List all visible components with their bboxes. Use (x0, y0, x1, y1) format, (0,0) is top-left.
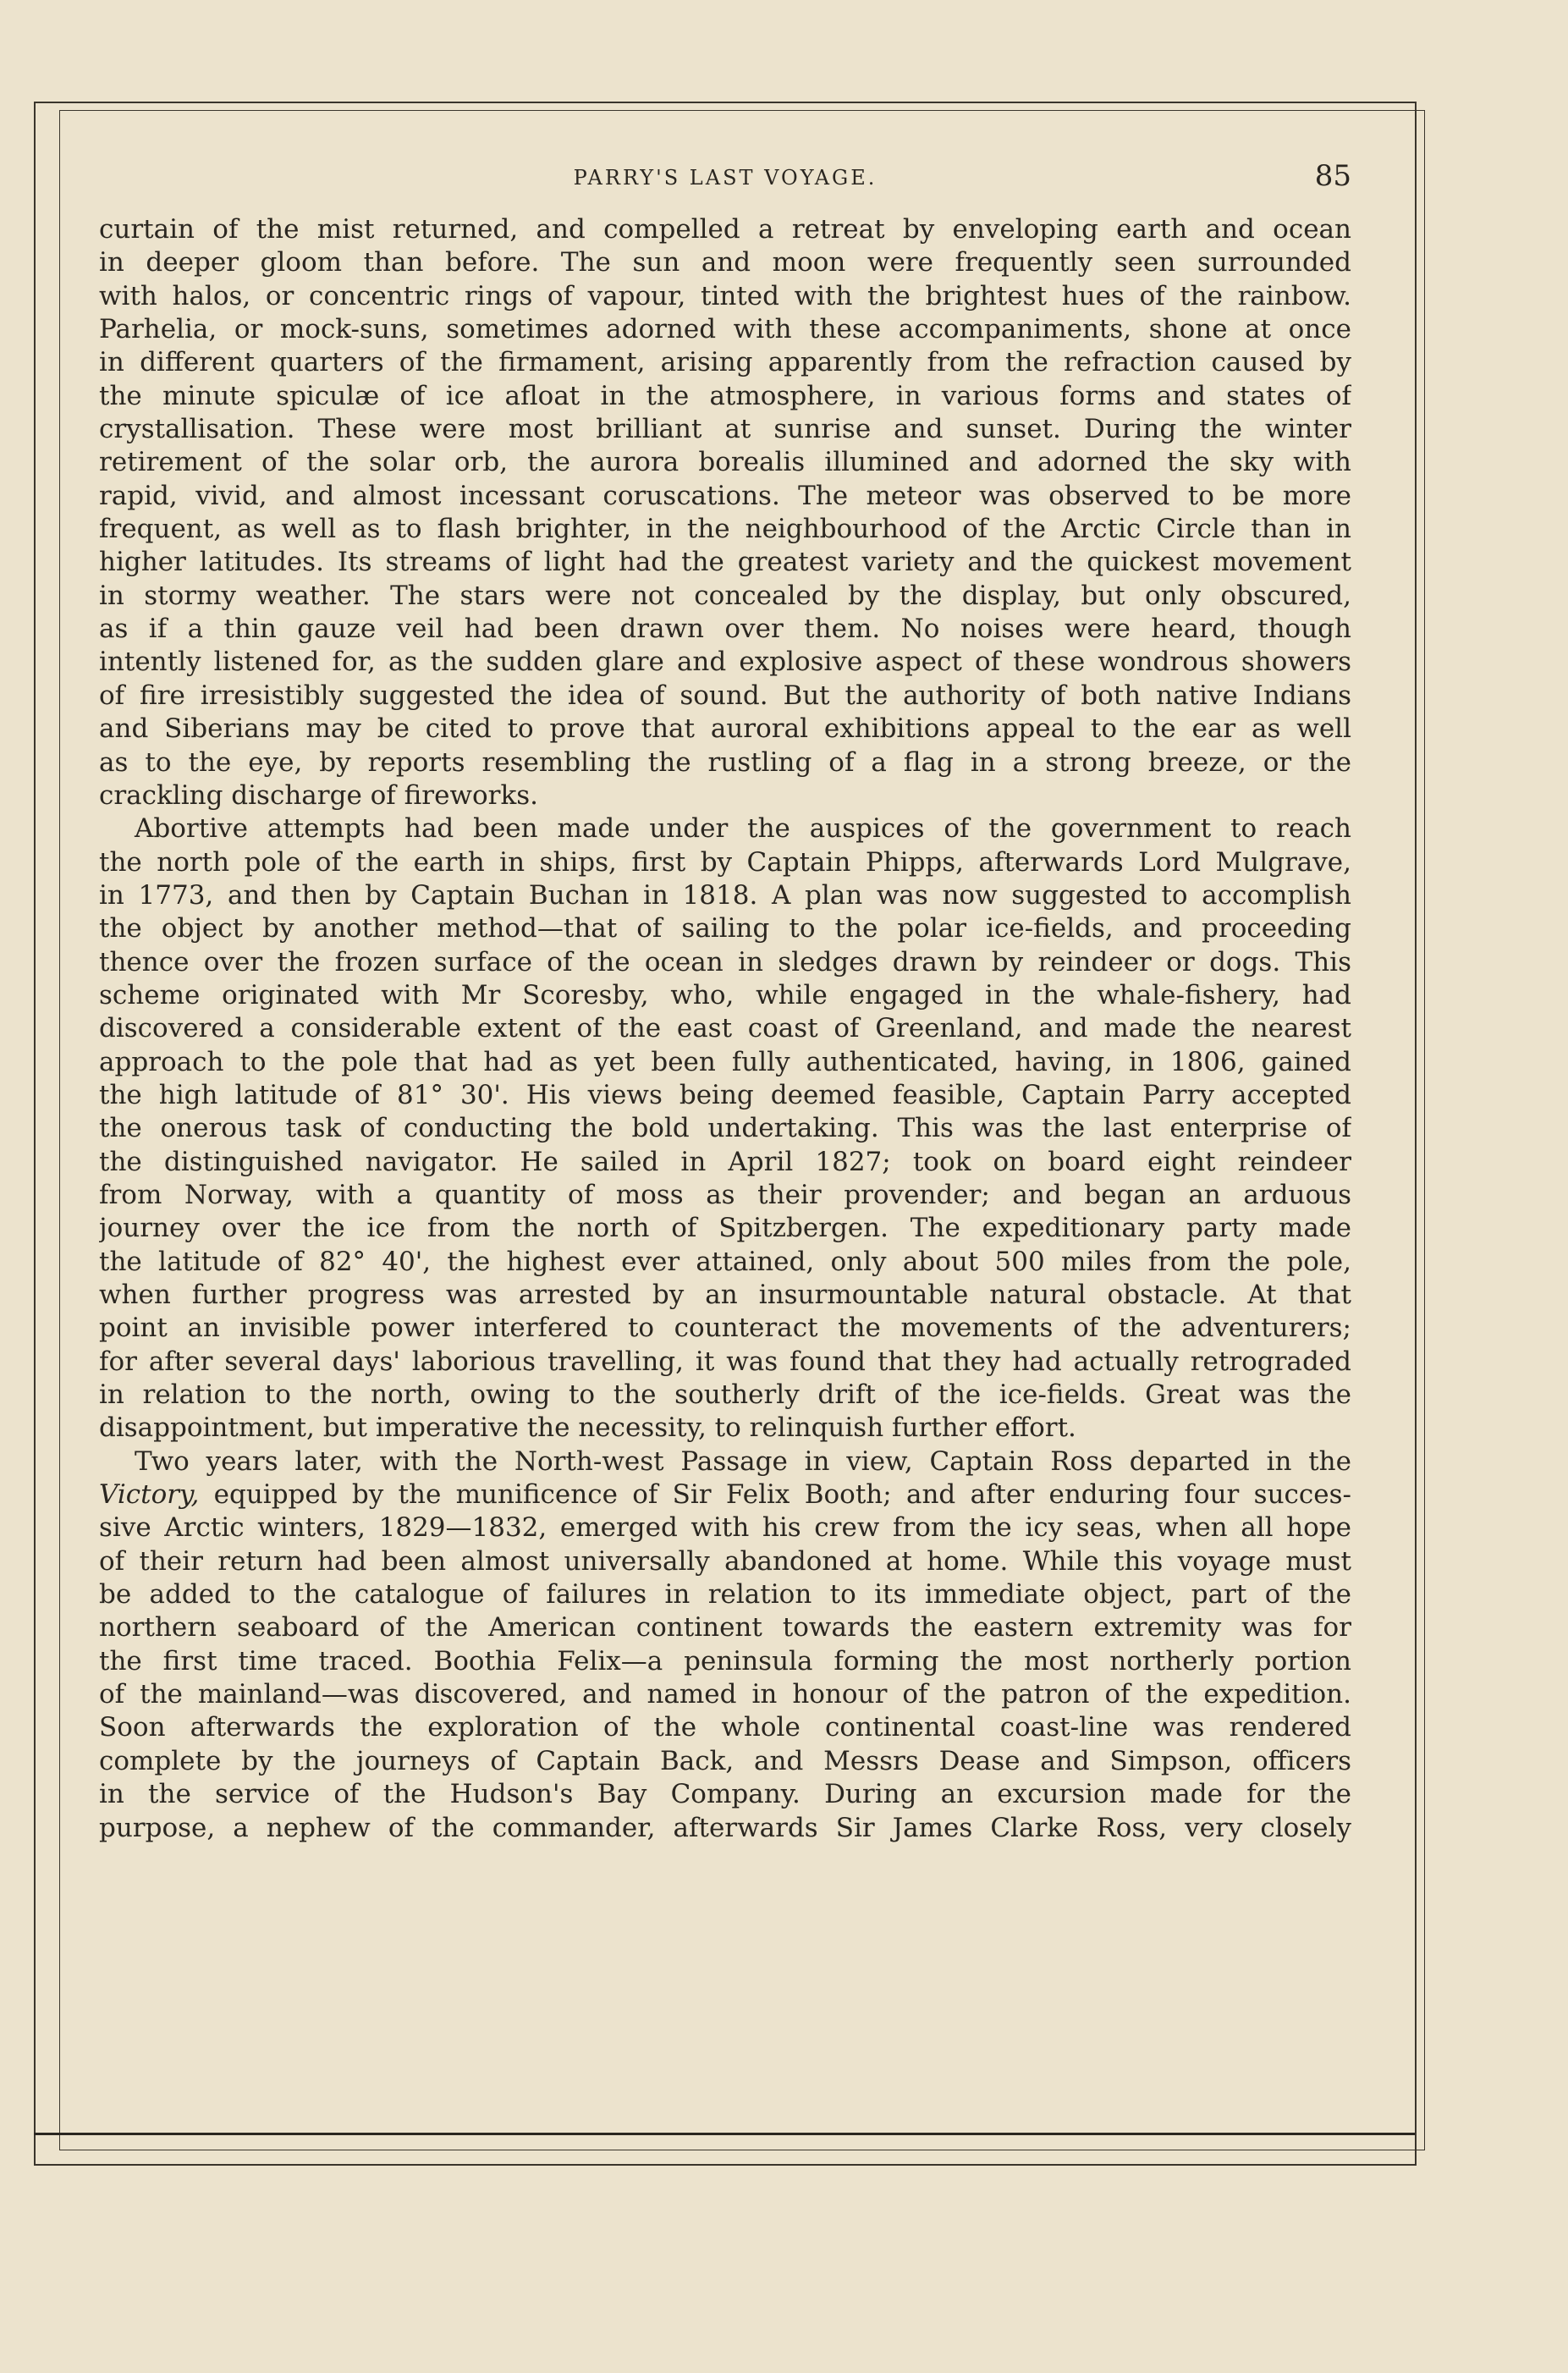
text-line: of their return had been almost universally abandoned at home. While this voyage must (99, 1545, 1351, 1577)
text-line: thence over the frozen surface of the ocean in sledges drawn by reindeer or dogs. This (99, 946, 1351, 977)
text-line: complete by the journeys of Captain Back, and Messrs Dease and Simpson, officers (99, 1745, 1351, 1776)
text-line: the north pole of the earth in ships, first by Captain Phipps, afterwards Lord Mulgrave, (99, 846, 1351, 878)
text-line-with-ship-name (99, 1478, 1351, 1511)
text-line: approach to the pole that had as yet been fully authenticated, having, in 1806, gained (99, 1046, 1351, 1077)
body-text (99, 213, 1351, 1845)
text-line: be added to the catalogue of failures in relation to its immediate object, part of the (99, 1579, 1351, 1610)
page-header (99, 159, 1351, 201)
text-line: in relation to the north, owing to the southerly drift of the ice-fields. Great was the (99, 1379, 1351, 1411)
page-number: 85 (1314, 159, 1351, 193)
text-line: purpose, a nephew of the commander, afterwards Sir James Clarke Ross, very closely (99, 1812, 1351, 1843)
text-line: scheme originated with Mr Scoresby, who, while engaged in the whale-fishery, had (99, 979, 1351, 1010)
text-line: rapid, vivid, and almost incessant coruscations. The meteor was observed to be more (99, 480, 1351, 511)
text-line: journey over the ice from the north of Spitzbergen. The expeditionary party made (99, 1213, 1351, 1244)
text-line: with halos, or concentric rings of vapour, tinted with the brightest hues of the rainbow. (99, 280, 1351, 311)
text-line: Soon afterwards the exploration of the whole continental coast-line was rendered (99, 1712, 1351, 1743)
text-line: crystallisation. These were most brilliant at sunrise and sunset. During the winter (99, 414, 1351, 445)
text-line: from Norway, with a quantity of moss as their provender; and began an arduous (99, 1179, 1351, 1210)
text-line: in different quarters of the firmament, arising apparently from the refraction caused by (99, 347, 1351, 378)
running-head: PARRY'S LAST VOYAGE. (573, 166, 878, 190)
text-line: as to the eye, by reports resembling the rustling of a flag in a strong breeze, or the (99, 746, 1351, 778)
text-line: of fire irresistibly suggested the idea of sound. But the authority of both native Indians (99, 680, 1351, 711)
text-line: for after several days' laborious travelling, it was found that they had actually retrograded (99, 1346, 1351, 1377)
text-line: as if a thin gauze veil had been drawn over them. No noises were heard, though (99, 614, 1351, 645)
text-line: when further progress was arrested by an insurmountable natural obstacle. At that (99, 1280, 1351, 1310)
text-line: of the mainland—was discovered, and named in honour of the patron of the expedition. (99, 1679, 1351, 1710)
text-line: the latitude of 82° 40', the highest ever attained, only about 500 miles from the pole, (99, 1246, 1351, 1277)
text-line: northern seaboard of the American continent towards the eastern extremity was for (99, 1612, 1351, 1643)
text-line: in deeper gloom than before. The sun and moon were frequently seen surrounded (99, 247, 1351, 278)
text-line: in 1773, and then by Captain Buchan in 1818. A plan was now suggested to accomplish (99, 879, 1351, 911)
paragraph-start: Two years later, with the North-west Passage in view, Captain Ross departed in the (135, 1445, 1351, 1477)
text-line: in stormy weather. The stars were not concealed by the display, but only obscured, (99, 580, 1351, 611)
text-line: Parhelia, or mock-suns, sometimes adorned with these accompaniments, shone at once (99, 314, 1351, 345)
text-line: the high latitude of 81° 30'. His views being deemed feasible, Captain Parry accepted (99, 1079, 1351, 1110)
text-line: the object by another method—that of sailing to the polar ice-fields, and proceeding (99, 913, 1351, 944)
text-line: intently listened for, as the sudden glare and explosive aspect of these wondrous showers (99, 647, 1351, 678)
text-line-rest: equipped by the munificence of Sir Felix Booth; and after enduring four succes- (213, 1479, 1351, 1511)
text-line: crackling discharge of fireworks. (99, 779, 539, 811)
bottom-rule (34, 2133, 1415, 2135)
text-line: frequent, as well as to flash brighter, in the neighbourhood of the Arctic Circle than in (99, 514, 1351, 545)
text-line: disappointment, but imperative the necessity, to relinquish further effort. (99, 1412, 1076, 1444)
text-line: discovered a considerable extent of the east coast of Greenland, and made the nearest (99, 1013, 1351, 1044)
text-line: the minute spiculæ of ice afloat in the atmosphere, in various forms and states of (99, 380, 1351, 411)
text-line: sive Arctic winters, 1829—1832, emerged with his crew from the icy seas, when all hope (99, 1512, 1351, 1544)
text-line: retirement of the solar orb, the aurora borealis illumined and adorned the sky with (99, 447, 1351, 478)
text-line: in the service of the Hudson's Bay Company. During an excursion made for the (99, 1779, 1351, 1810)
ship-name: Victory, (99, 1479, 200, 1511)
text-line: the distinguished navigator. He sailed in April 1827; took on board eight reindeer (99, 1146, 1351, 1177)
text-line: curtain of the mist returned, and compelled a retreat by enveloping earth and ocean (99, 214, 1351, 245)
text-line: the first time traced. Boothia Felix—a peninsula forming the most northerly portion (99, 1645, 1351, 1677)
text-line: higher latitudes. Its streams of light had the greatest variety and the quickest movement (99, 547, 1351, 578)
text-line: the onerous task of conducting the bold undertaking. This was the last enterprise of (99, 1113, 1351, 1144)
text-line: point an invisible power interfered to counteract the movements of the adventurers; (99, 1313, 1351, 1344)
text-line: and Siberians may be cited to prove that auroral exhibitions appeal to the ear as well (99, 713, 1351, 745)
paragraph-start: Abortive attempts had been made under the auspices of the government to reach (135, 813, 1351, 845)
